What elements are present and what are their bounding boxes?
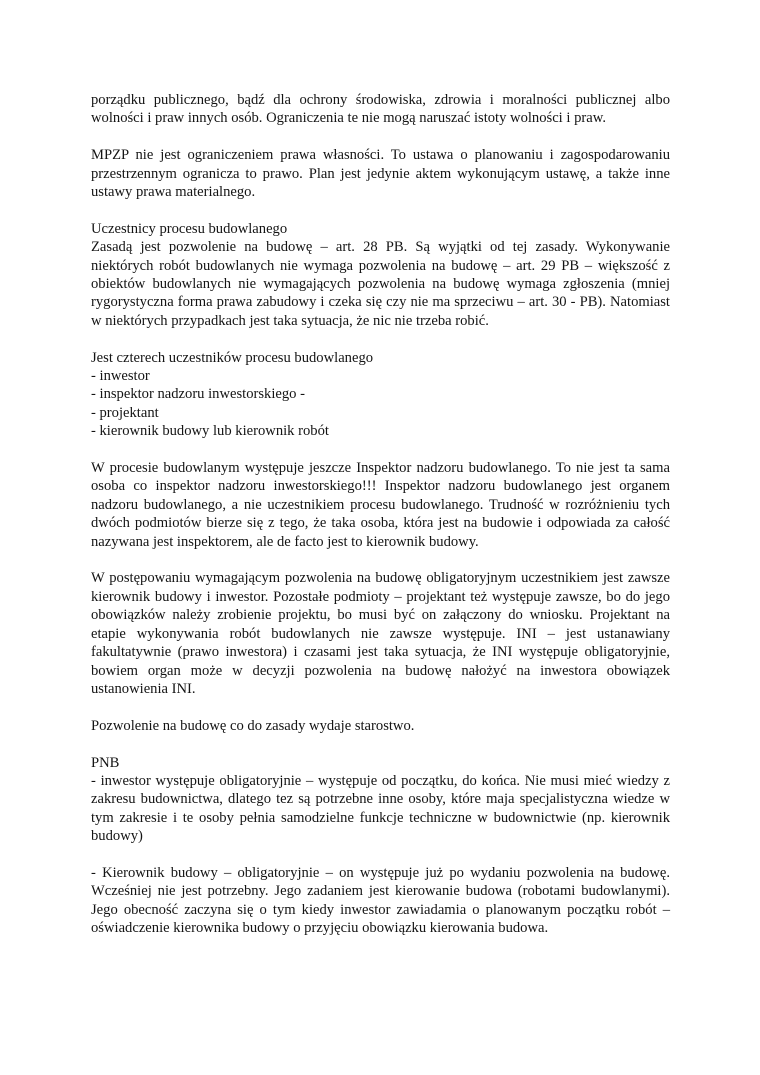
heading-four-participants: Jest czterech uczestników procesu budowlanego <box>91 349 374 366</box>
paragraph-inspector: W procesie budowlanym występuje jeszcze Inspektor nadzoru budowlanego. To nie jest ta sama osoba co inspektor nadzoru inwestorskiego!!! Inspektor nadzoru budowlanego jest organem nadzoru budowlanego, a nie uczestnikiem procesu budowlanego. Trudność w rozróżnieniu tych dwóch podmiotów bierze się z tego, że taka osoba, która jest na budowie i odpowiada za całość nazywana jest inspektorem, ale de facto jest to kierownik budowy. <box>91 460 670 550</box>
list-item: - kierownik budowy lub kierownik robót <box>91 423 329 440</box>
paragraph-starostwo: Pozwolenie na budowę co do zasady wydaje starostwo. <box>91 717 415 734</box>
paragraph-site-manager: - Kierownik budowy – obligatoryjnie – on występuje już po wydaniu pozwolenia na budowę. Wcześniej nie jest potrzebny. Jego zadaniem jest kierowanie budowa (robotami budowlanymi). Jego obecność zaczyna się o tym kiedy inwestor zawiadamia o planowanym początku robót – oświadczenie kierownika budowy o przyjęciu obowiązku kierowania budowa. <box>91 864 670 937</box>
document-page <box>91 91 670 956</box>
paragraph-public-order: porządku publicznego, bądź dla ochrony środowiska, zdrowia i moralności publicznej albo wolności i praw innych osób. Ograniczenia te nie mogą naruszać istoty wolności i praw. <box>91 92 670 127</box>
section-participants <box>91 220 670 330</box>
paragraph-permit-procedure: W postępowaniu wymagającym pozwolenia na budowę obligatoryjnym uczestnikiem jest zawsze kierownik budowy i inwestor. Pozostałe podmioty – projektant też występuje zawsze, bo do jego obowiązków należy zrobienie projektu, bo musi być on załączony do wniosku. Projektant na etapie wykonywania robót budowlanych nie zawsze występuje. INI – jest ustanawiany fakultatywnie (prawo inwestora) i czasami jest taka sytuacja, że INI występuje obligatoryjnie, bowiem organ może w decyzji pozwolenia na budowę nałożyć na inwestora obowiązek ustanowienia INI. <box>91 570 670 697</box>
heading-participants: Uczestnicy procesu budowlanego <box>91 220 288 237</box>
paragraph-mpzp: MPZP nie jest ograniczeniem prawa własności. To ustawa o planowaniu i zagospodarowaniu przestrzennym ogranicza to prawo. Plan jest jedynie aktem wykonującym ustawę, a także inne ustawy prawa materialnego. <box>91 147 670 201</box>
paragraph-investor: - inwestor występuje obligatoryjnie – występuje od początku, do końca. Nie musi mieć wiedzy z zakresu budownictwa, dlatego tez są potrzebne inne osoby, które maja specjalistyczna wiedze w tym zakresie i te osoby pełnia samodzielne funkcje techniczne w budownictwie (np. kierownik budowy) <box>91 772 670 845</box>
heading-pnb: PNB <box>91 754 120 771</box>
list-item: - projektant <box>91 404 159 421</box>
paragraph-building-permit-rule: Zasadą jest pozwolenie na budowę – art. 28 PB. Są wyjątki od tej zasady. Wykonywanie niektórych robót budowlanych nie wymaga pozwolenia na budowę – art. 29 PB – większość z obiektów budowlanych nie wymagających pozwolenia na budowę wymaga zgłoszenia (mniej rygorystyczna forma prawa zabudowy i czeka się czy nie ma sprzeciwu – art. 30 - PB). Natomiast w niektórych przypadkach jest taka sytuacja, że nic nie trzeba robić. <box>91 239 670 329</box>
list-item: - inspektor nadzoru inwestorskiego - <box>91 386 305 403</box>
list-item: - inwestor <box>91 368 150 385</box>
section-pnb <box>91 754 670 846</box>
section-four-participants <box>91 349 670 441</box>
